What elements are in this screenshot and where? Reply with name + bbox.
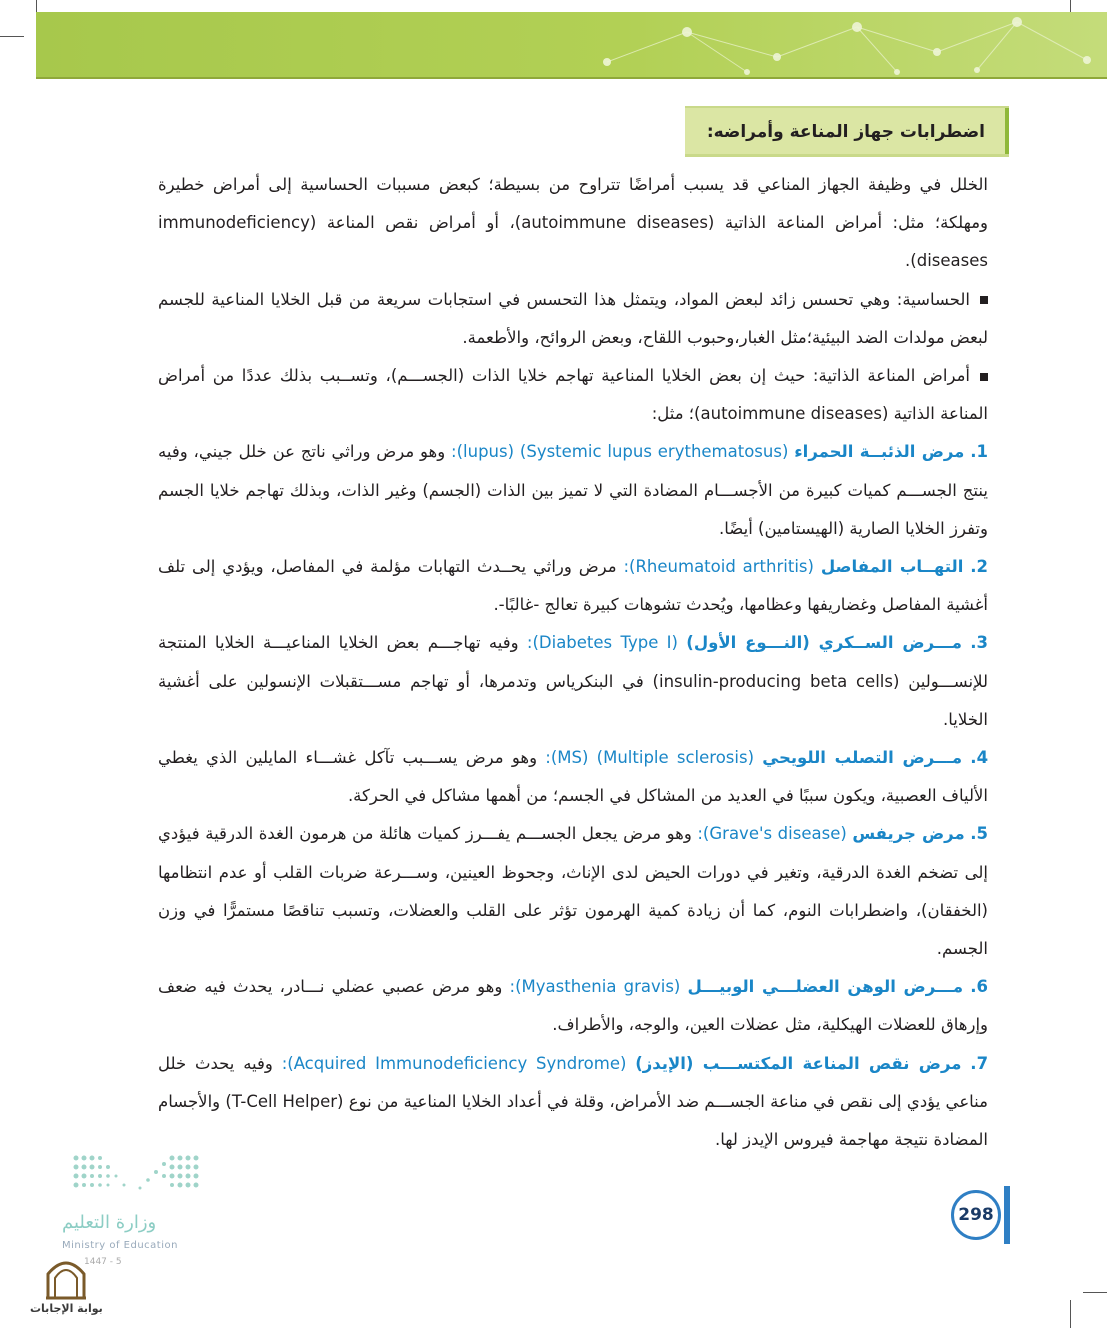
item-text: وفيه يحدث خلل مناعي يؤدي إلى نقص في مناعة الجســـم ضد الأمراض، وقلة في أعداد الخلايا المناعية من نوع (T-Cell Helper) والأجسام المضادة نتيجة مهاجمة فيروس الإيدز لها. [158, 1053, 989, 1150]
bullet-autoimmune [158, 357, 988, 433]
page-number: 298 [951, 1190, 1001, 1240]
ministry-name-ar: وزارة التعليم [62, 1212, 157, 1233]
disease-name-en: (Myasthenia gravis): [509, 977, 681, 997]
crop-mark [36, 0, 37, 12]
item-text: وهو مرض يســـبب تآكل غشـــاء المايلين الذي يغطي الألياف العصبية، ويكون سببًا في العديد من المشاكل في الجسم؛ من أهمها مشاكل في الحركة. [158, 748, 988, 806]
disease-name: مـــرض الســكري (النـــوع الأول) [686, 633, 962, 653]
title-divider [685, 154, 1009, 157]
item-text: وهو مرض وراثي ناتج عن خلل جيني، وفيه ينتج الجســـم كميات كبيرة من الأجســـام المضادة التي لا تميز بين الذات (الجسم) وغير الذات، وبذلك تهاجم خلايا الجسم وتفرز الخلايا الصارية (الهيستامين) أيضًا. [158, 442, 988, 538]
disease-name-en: (Acquired Immunodeficiency Syndrome): [281, 1053, 627, 1073]
ministry-name-en: Ministry of Education [62, 1240, 178, 1251]
molecule-pattern-icon [547, 12, 1107, 79]
main-content [158, 166, 988, 1159]
disease-name-en: (Rheumatoid arthritis): [623, 557, 814, 577]
watermark-logo [28, 1254, 108, 1324]
disease-name: مـــرض الوهن العضلـــي الوبيـــل [687, 977, 964, 997]
item-number: 4. [970, 748, 989, 768]
intro-paragraph: الخلل في وظيفة الجهاز المناعي قد يسبب أمراضًا تتراوح من بسيطة؛ كبعض مسببات الحساسية إلى أمراض خطيرة ومهلكة؛ مثل: أمراض المناعة الذاتية (autoimmune diseases)، أو أمراض نقص المناعة (immunodeficiency diseases). [158, 175, 989, 271]
list-item [158, 815, 988, 968]
header-banner [36, 12, 1107, 79]
ministry-dots-icon [68, 1150, 208, 1200]
page-number-bar [1004, 1186, 1010, 1244]
watermark-text: بوابة الإجابات [30, 1302, 103, 1315]
disease-name: مرض الذئبــة الحمراء [794, 442, 965, 462]
disease-name: مرض جريفس [852, 824, 965, 844]
item-text: وفيه تهاجـــم بعض الخلايا المناعيـــة الخلايا المنتجة للإنســـولين (insulin-producing beta cells) في البنكرياس وتدمرها، أو تهاجم مســـتقبلات الإنسولين على أغشية الخلايا. [158, 633, 988, 729]
item-number: 2. [970, 557, 989, 577]
bullet-text: أمراض المناعة الذاتية: حيث إن بعض الخلايا المناعية تهاجم خلايا الذات (الجســـم)، وتســبب بذلك عددًا من أمراض المناعة الذاتية (autoimmune diseases)؛ مثل: [158, 366, 988, 424]
item-text: وهو مرض عصبي عضلي نـــادر، يحدث فيه ضعف وإرهاق للعضلات الهيكلية، مثل عضلات العين، والوجه، والأطراف. [158, 977, 988, 1035]
disease-name-en: (Systemic lupus erythematosus) (lupus): [451, 442, 789, 462]
disease-name-en: (Diabetes Type I): [526, 633, 678, 653]
item-number: 6. [970, 977, 989, 997]
item-number: 5. [970, 824, 989, 844]
bullet-allergy [158, 281, 988, 357]
item-text: مرض وراثي يحــدث التهابات مؤلمة في المفاصل، ويؤدي إلى تلف أغشية المفاصل وغضاريفها وعظامها، ويُحدث تشوهات كبيرة تعالج -غالبًا-. [158, 557, 988, 615]
item-text: وهو مرض يجعل الجســـم يفـــرز كميات هائلة من هرمون الغدة الدرقية فيؤدي إلى تضخم الغدة الدرقية، وتغير في دورات الحيض لدى الإناث، وجحوظ العينين، وســـرعة ضربات القلب أو عدم انتظامها (الخفقان)، واضطرابات النوم، كما أن زيادة كمية الهرمون تؤثر على القلب والعضلات، وتسبب تناقصًا مستمرًّا في وزن الجسم. [158, 824, 988, 959]
disease-name-en: (Grave's disease): [697, 824, 847, 844]
list-item [158, 624, 988, 739]
edition-year: 5 - 1447 [84, 1257, 122, 1267]
square-bullet-icon [980, 296, 988, 304]
disease-name: مرض نقص المناعة المكتســـب (الإيدز) [635, 1053, 962, 1073]
list-item [158, 968, 988, 1044]
list-item [158, 739, 988, 815]
arch-icon [44, 1254, 88, 1300]
item-number: 3. [970, 633, 988, 653]
disease-name-en: (Multiple sclerosis) (MS): [545, 748, 755, 768]
square-bullet-icon [980, 373, 988, 381]
ministry-logo [58, 1150, 208, 1270]
item-number: 1. [970, 442, 988, 462]
list-item [158, 1045, 988, 1160]
disease-name: التهــاب المفاصل [820, 557, 964, 577]
crop-mark [0, 36, 24, 37]
crop-mark [1070, 1300, 1071, 1328]
list-item [158, 548, 988, 624]
disease-name: مـــرض التصلب اللويحي [762, 748, 963, 768]
bullet-text: الحساسية: وهي تحسس زائد لبعض المواد، ويتمثل هذا التحسس في استجابات سريعة من قبل الخلايا المناعية للجسم لبعض مولدات الضد البيئية؛مثل الغبار،وحبوب اللقاح، وبعض الروائح، والأطعمة. [158, 289, 988, 347]
item-number: 7. [970, 1053, 989, 1073]
crop-mark [1070, 0, 1071, 12]
section-title: اضطرابات جهاز المناعة وأمراضه: [685, 108, 1009, 156]
list-item [158, 433, 988, 548]
crop-mark [1083, 1292, 1107, 1293]
